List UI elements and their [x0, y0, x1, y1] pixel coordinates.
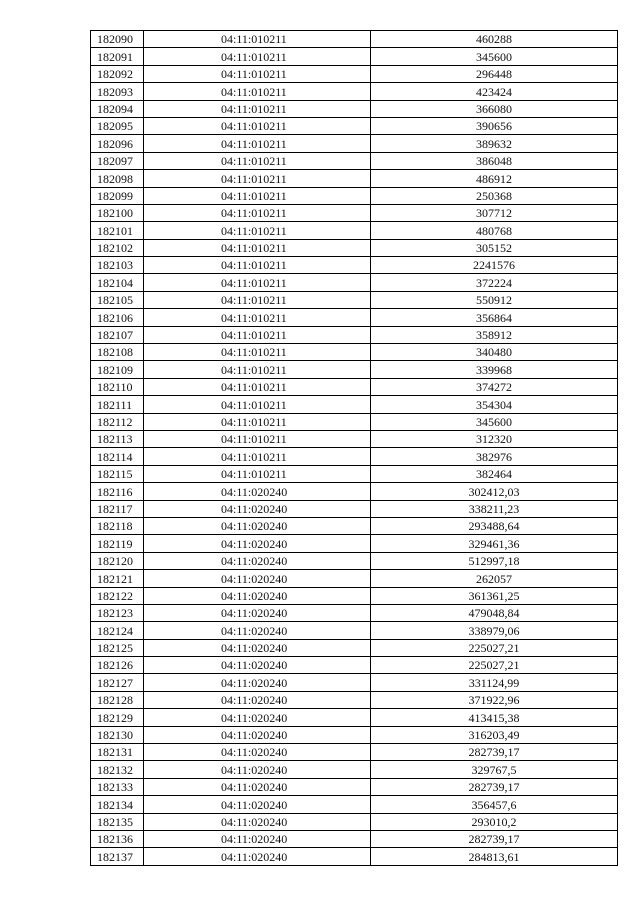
- code-cell: 04:11:020240: [144, 570, 371, 587]
- table-row: [91, 848, 618, 865]
- row-number-cell: 182096: [91, 135, 144, 152]
- amount-cell: 356457,6: [371, 796, 618, 813]
- row-number-cell: 182137: [91, 848, 144, 865]
- row-number-cell: 182129: [91, 709, 144, 726]
- table-row: [91, 500, 618, 517]
- amount-cell: 382464: [371, 465, 618, 482]
- code-cell: 04:11:010211: [144, 31, 371, 48]
- row-number-cell: 182115: [91, 465, 144, 482]
- amount-cell: 282739,17: [371, 778, 618, 795]
- amount-cell: 480768: [371, 222, 618, 239]
- amount-cell: 374272: [371, 378, 618, 395]
- code-cell: 04:11:020240: [144, 552, 371, 569]
- amount-cell: 423424: [371, 83, 618, 100]
- table-row: [91, 31, 618, 48]
- row-number-cell: 182106: [91, 309, 144, 326]
- amount-cell: 284813,61: [371, 848, 618, 865]
- code-cell: 04:11:010211: [144, 83, 371, 100]
- table-row: [91, 778, 618, 795]
- amount-cell: 250368: [371, 187, 618, 204]
- amount-cell: 479048,84: [371, 604, 618, 621]
- row-number-cell: 182120: [91, 552, 144, 569]
- code-cell: 04:11:010211: [144, 465, 371, 482]
- code-cell: 04:11:010211: [144, 291, 371, 308]
- row-number-cell: 182094: [91, 100, 144, 117]
- code-cell: 04:11:010211: [144, 413, 371, 430]
- row-number-cell: 182113: [91, 430, 144, 447]
- table-row: [91, 413, 618, 430]
- row-number-cell: 182126: [91, 657, 144, 674]
- row-number-cell: 182123: [91, 604, 144, 621]
- row-number-cell: 182090: [91, 31, 144, 48]
- table-row: [91, 691, 618, 708]
- table-row: [91, 604, 618, 621]
- amount-cell: 329461,36: [371, 535, 618, 552]
- table-row: [91, 744, 618, 761]
- row-number-cell: 182125: [91, 639, 144, 656]
- table-row: [91, 326, 618, 343]
- amount-cell: 371922,96: [371, 691, 618, 708]
- amount-cell: 302412,03: [371, 483, 618, 500]
- row-number-cell: 182100: [91, 204, 144, 221]
- table-row: [91, 170, 618, 187]
- table-row: [91, 257, 618, 274]
- table-row: [91, 639, 618, 656]
- row-number-cell: 182131: [91, 744, 144, 761]
- amount-cell: 358912: [371, 326, 618, 343]
- table-row: [91, 187, 618, 204]
- code-cell: 04:11:010211: [144, 135, 371, 152]
- code-cell: 04:11:010211: [144, 448, 371, 465]
- row-number-cell: 182132: [91, 761, 144, 778]
- table-row: [91, 135, 618, 152]
- amount-cell: 340480: [371, 344, 618, 361]
- amount-cell: 550912: [371, 291, 618, 308]
- row-number-cell: 182092: [91, 65, 144, 82]
- amount-cell: 389632: [371, 135, 618, 152]
- row-number-cell: 182093: [91, 83, 144, 100]
- row-number-cell: 182108: [91, 344, 144, 361]
- amount-cell: 386048: [371, 152, 618, 169]
- register-table: [90, 30, 618, 866]
- code-cell: 04:11:020240: [144, 622, 371, 639]
- row-number-cell: 182121: [91, 570, 144, 587]
- code-cell: 04:11:010211: [144, 152, 371, 169]
- code-cell: 04:11:010211: [144, 100, 371, 117]
- row-number-cell: 182095: [91, 117, 144, 134]
- table-row: [91, 587, 618, 604]
- amount-cell: 338211,23: [371, 500, 618, 517]
- row-number-cell: 182101: [91, 222, 144, 239]
- code-cell: 04:11:020240: [144, 535, 371, 552]
- code-cell: 04:11:020240: [144, 830, 371, 847]
- table-row: [91, 222, 618, 239]
- row-number-cell: 182128: [91, 691, 144, 708]
- table-row: [91, 570, 618, 587]
- table-row: [91, 535, 618, 552]
- amount-cell: 345600: [371, 413, 618, 430]
- row-number-cell: 182114: [91, 448, 144, 465]
- amount-cell: 361361,25: [371, 587, 618, 604]
- table-row: [91, 813, 618, 830]
- row-number-cell: 182133: [91, 778, 144, 795]
- row-number-cell: 182103: [91, 257, 144, 274]
- amount-cell: 225027,21: [371, 657, 618, 674]
- code-cell: 04:11:020240: [144, 483, 371, 500]
- code-cell: 04:11:010211: [144, 257, 371, 274]
- code-cell: 04:11:020240: [144, 639, 371, 656]
- table-row: [91, 430, 618, 447]
- row-number-cell: 182135: [91, 813, 144, 830]
- table-row: [91, 309, 618, 326]
- row-number-cell: 182112: [91, 413, 144, 430]
- code-cell: 04:11:010211: [144, 378, 371, 395]
- code-cell: 04:11:010211: [144, 239, 371, 256]
- table-row: [91, 239, 618, 256]
- row-number-cell: 182099: [91, 187, 144, 204]
- row-number-cell: 182098: [91, 170, 144, 187]
- code-cell: 04:11:020240: [144, 813, 371, 830]
- row-number-cell: 182097: [91, 152, 144, 169]
- amount-cell: 356864: [371, 309, 618, 326]
- table-row: [91, 361, 618, 378]
- amount-cell: 413415,38: [371, 709, 618, 726]
- row-number-cell: 182105: [91, 291, 144, 308]
- row-number-cell: 182127: [91, 674, 144, 691]
- row-number-cell: 182134: [91, 796, 144, 813]
- amount-cell: 460288: [371, 31, 618, 48]
- code-cell: 04:11:020240: [144, 744, 371, 761]
- table-row: [91, 448, 618, 465]
- code-cell: 04:11:020240: [144, 726, 371, 743]
- code-cell: 04:11:020240: [144, 657, 371, 674]
- row-number-cell: 182104: [91, 274, 144, 291]
- row-number-cell: 182091: [91, 48, 144, 65]
- amount-cell: 366080: [371, 100, 618, 117]
- code-cell: 04:11:020240: [144, 587, 371, 604]
- table-row: [91, 761, 618, 778]
- table-row: [91, 674, 618, 691]
- table-row: [91, 344, 618, 361]
- table-row: [91, 483, 618, 500]
- amount-cell: 293010,2: [371, 813, 618, 830]
- amount-cell: 282739,17: [371, 744, 618, 761]
- table-row: [91, 517, 618, 534]
- table-row: [91, 48, 618, 65]
- row-number-cell: 182110: [91, 378, 144, 395]
- code-cell: 04:11:010211: [144, 326, 371, 343]
- row-number-cell: 182124: [91, 622, 144, 639]
- code-cell: 04:11:010211: [144, 187, 371, 204]
- code-cell: 04:11:010211: [144, 170, 371, 187]
- amount-cell: 296448: [371, 65, 618, 82]
- table-row: [91, 396, 618, 413]
- code-cell: 04:11:020240: [144, 500, 371, 517]
- row-number-cell: 182109: [91, 361, 144, 378]
- row-number-cell: 182122: [91, 587, 144, 604]
- amount-cell: 305152: [371, 239, 618, 256]
- table-row: [91, 726, 618, 743]
- amount-cell: 354304: [371, 396, 618, 413]
- row-number-cell: 182118: [91, 517, 144, 534]
- amount-cell: 225027,21: [371, 639, 618, 656]
- code-cell: 04:11:010211: [144, 204, 371, 221]
- code-cell: 04:11:010211: [144, 65, 371, 82]
- table-row: [91, 117, 618, 134]
- code-cell: 04:11:010211: [144, 430, 371, 447]
- code-cell: 04:11:020240: [144, 778, 371, 795]
- table-row: [91, 83, 618, 100]
- register-table-body: [91, 31, 618, 866]
- table-row: [91, 657, 618, 674]
- code-cell: 04:11:010211: [144, 309, 371, 326]
- row-number-cell: 182116: [91, 483, 144, 500]
- amount-cell: 390656: [371, 117, 618, 134]
- amount-cell: 372224: [371, 274, 618, 291]
- code-cell: 04:11:010211: [144, 361, 371, 378]
- row-number-cell: 182119: [91, 535, 144, 552]
- row-number-cell: 182130: [91, 726, 144, 743]
- table-row: [91, 465, 618, 482]
- table-row: [91, 100, 618, 117]
- table-row: [91, 709, 618, 726]
- amount-cell: 345600: [371, 48, 618, 65]
- code-cell: 04:11:010211: [144, 344, 371, 361]
- amount-cell: 312320: [371, 430, 618, 447]
- amount-cell: 512997,18: [371, 552, 618, 569]
- amount-cell: 2241576: [371, 257, 618, 274]
- table-row: [91, 204, 618, 221]
- code-cell: 04:11:020240: [144, 848, 371, 865]
- code-cell: 04:11:020240: [144, 761, 371, 778]
- table-row: [91, 378, 618, 395]
- row-number-cell: 182111: [91, 396, 144, 413]
- row-number-cell: 182102: [91, 239, 144, 256]
- table-row: [91, 830, 618, 847]
- code-cell: 04:11:020240: [144, 691, 371, 708]
- code-cell: 04:11:020240: [144, 709, 371, 726]
- amount-cell: 282739,17: [371, 830, 618, 847]
- amount-cell: 307712: [371, 204, 618, 221]
- amount-cell: 293488,64: [371, 517, 618, 534]
- amount-cell: 338979,06: [371, 622, 618, 639]
- code-cell: 04:11:010211: [144, 48, 371, 65]
- table-row: [91, 291, 618, 308]
- code-cell: 04:11:020240: [144, 517, 371, 534]
- code-cell: 04:11:010211: [144, 396, 371, 413]
- amount-cell: 329767,5: [371, 761, 618, 778]
- code-cell: 04:11:010211: [144, 274, 371, 291]
- row-number-cell: 182136: [91, 830, 144, 847]
- table-row: [91, 65, 618, 82]
- amount-cell: 486912: [371, 170, 618, 187]
- row-number-cell: 182117: [91, 500, 144, 517]
- code-cell: 04:11:020240: [144, 674, 371, 691]
- amount-cell: 331124,99: [371, 674, 618, 691]
- table-row: [91, 274, 618, 291]
- amount-cell: 339968: [371, 361, 618, 378]
- amount-cell: 316203,49: [371, 726, 618, 743]
- table-row: [91, 552, 618, 569]
- table-row: [91, 152, 618, 169]
- code-cell: 04:11:010211: [144, 222, 371, 239]
- table-row: [91, 796, 618, 813]
- table-row: [91, 622, 618, 639]
- code-cell: 04:11:020240: [144, 796, 371, 813]
- amount-cell: 262057: [371, 570, 618, 587]
- row-number-cell: 182107: [91, 326, 144, 343]
- code-cell: 04:11:020240: [144, 604, 371, 621]
- code-cell: 04:11:010211: [144, 117, 371, 134]
- amount-cell: 382976: [371, 448, 618, 465]
